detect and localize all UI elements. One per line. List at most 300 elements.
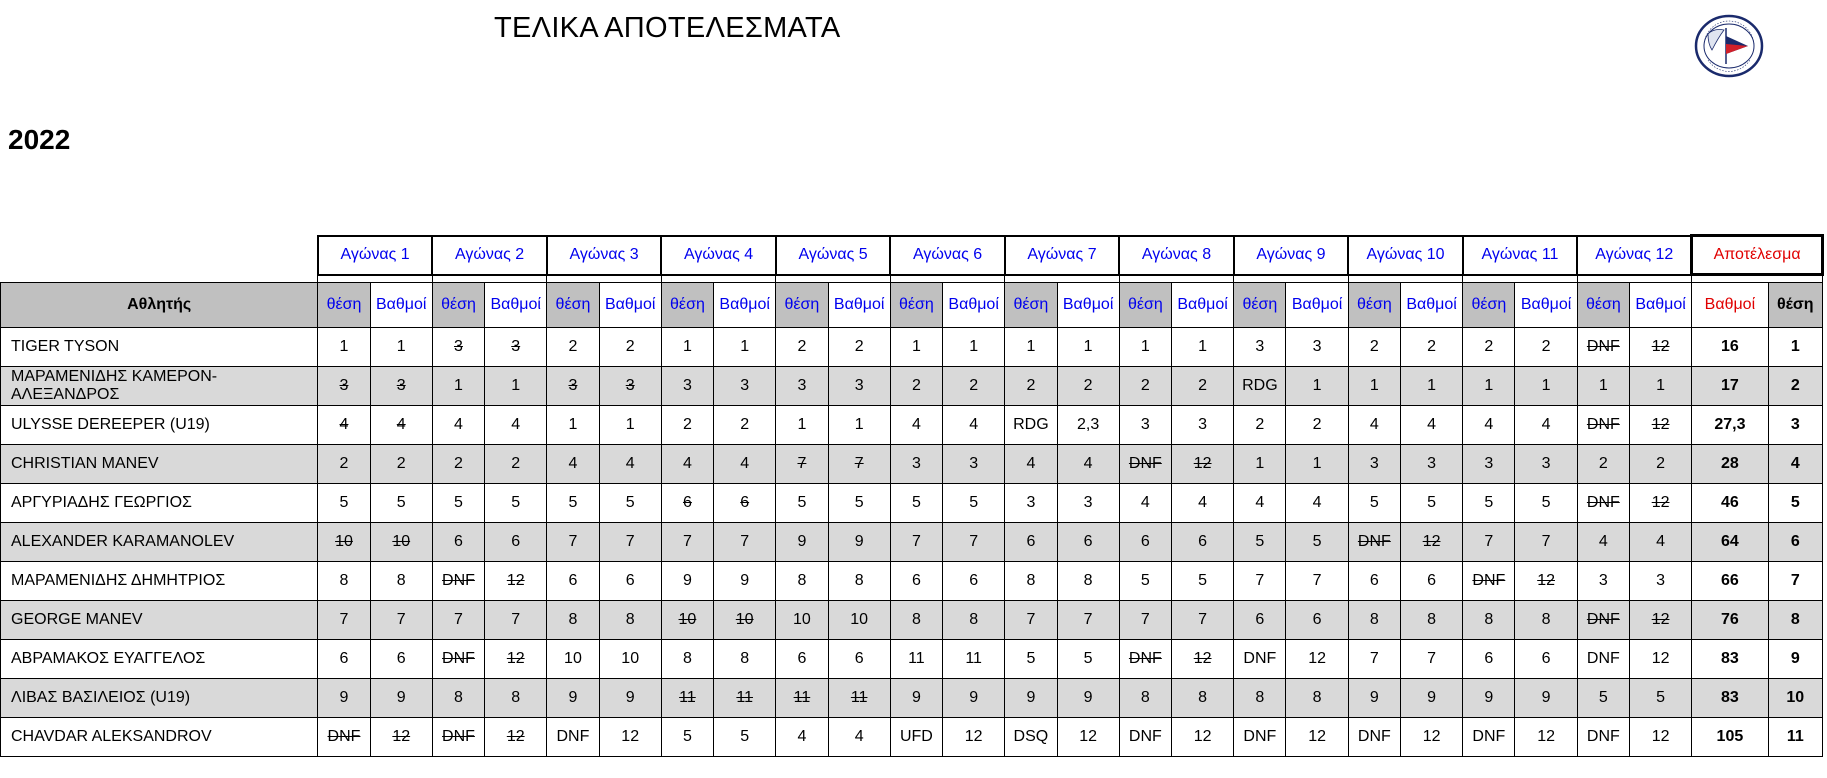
spacer-cell: [318, 275, 432, 283]
race-points: 3: [1400, 445, 1462, 484]
race-points: 7: [1400, 640, 1462, 679]
race-points: 12: [1400, 718, 1462, 757]
race-points: 5: [370, 484, 432, 523]
race-points: 2,3: [1057, 406, 1119, 445]
race-position: 9: [547, 679, 599, 718]
total-points: 16: [1692, 328, 1768, 367]
race-position: 3: [661, 367, 713, 406]
race-points: 12: [1629, 718, 1691, 757]
total-points: 17: [1692, 367, 1768, 406]
final-position: 3: [1768, 406, 1822, 445]
position-header: θέση: [661, 283, 713, 328]
race-position: 3: [1005, 484, 1057, 523]
total-points: 27,3: [1692, 406, 1768, 445]
race-position: 1: [318, 328, 370, 367]
race-points: 7: [1171, 601, 1233, 640]
race-position: 10: [547, 640, 599, 679]
race-points: 3: [943, 445, 1005, 484]
race-position: 6: [776, 640, 828, 679]
race-points: 8: [599, 601, 661, 640]
final-position: 9: [1768, 640, 1822, 679]
race-points: 12: [1515, 718, 1577, 757]
race-points: 3: [370, 367, 432, 406]
race-points: 4: [1286, 484, 1348, 523]
race-points: 3: [485, 328, 547, 367]
final-position: 6: [1768, 523, 1822, 562]
race-points: 6: [1515, 640, 1577, 679]
race-points: 2: [714, 406, 776, 445]
race-position: 4: [776, 718, 828, 757]
race-points: 2: [1057, 367, 1119, 406]
race-position: 2: [1119, 367, 1171, 406]
race-position: 4: [1463, 406, 1515, 445]
race-position: DNF: [1463, 718, 1515, 757]
race-points: 9: [943, 679, 1005, 718]
race-position: 6: [890, 562, 942, 601]
race-points: 10: [714, 601, 776, 640]
race-position: 1: [1577, 367, 1629, 406]
points-header: Βαθμοί: [599, 283, 661, 328]
race-points: 5: [1057, 640, 1119, 679]
table-row: [1, 406, 1823, 445]
race-points: 8: [1171, 679, 1233, 718]
race-points: 5: [1286, 523, 1348, 562]
race-points: 9: [370, 679, 432, 718]
points-header: Βαθμοί: [1171, 283, 1233, 328]
race-position: 6: [1348, 562, 1400, 601]
race-position: DNF: [1348, 718, 1400, 757]
total-points: 46: [1692, 484, 1768, 523]
race-points: 2: [828, 328, 890, 367]
race-position: 3: [432, 328, 484, 367]
race-header: Αγώνας 3: [547, 236, 661, 275]
race-header: Αγώνας 11: [1463, 236, 1578, 275]
total-points: 64: [1692, 523, 1768, 562]
race-points: 4: [370, 406, 432, 445]
race-position: 2: [776, 328, 828, 367]
race-position: 9: [318, 679, 370, 718]
final-position: 8: [1768, 601, 1822, 640]
race-points: 2: [599, 328, 661, 367]
race-position: 5: [1234, 523, 1286, 562]
race-position: 2: [661, 406, 713, 445]
athlete-name: ULYSSE DEREEPER (U19): [1, 406, 318, 445]
race-position: 5: [1348, 484, 1400, 523]
athlete-name: ΛΙΒΑΣ ΒΑΣΙΛΕΙΟΣ (U19): [1, 679, 318, 718]
race-position: 2: [1005, 367, 1057, 406]
race-points: 12: [1629, 640, 1691, 679]
race-points: 4: [1629, 523, 1691, 562]
race-position: 8: [1234, 679, 1286, 718]
race-points: 1: [370, 328, 432, 367]
race-points: 4: [714, 445, 776, 484]
race-points: 6: [1400, 562, 1462, 601]
race-points: 1: [1286, 445, 1348, 484]
race-points: 1: [1515, 367, 1577, 406]
position-header: θέση: [1234, 283, 1286, 328]
table-row: [1, 640, 1823, 679]
race-position: 3: [1348, 445, 1400, 484]
athlete-name: ΜΑΡΑΜΕΝΙΔΗΣ ΚΑΜΕΡΟΝ-ΑΛΕΞΑΝΔΡΟΣ: [1, 367, 318, 406]
race-position: 8: [547, 601, 599, 640]
table-row: [1, 367, 1823, 406]
race-points: 8: [828, 562, 890, 601]
race-points: 3: [1515, 445, 1577, 484]
race-position: DNF: [1577, 718, 1629, 757]
race-position: 7: [1005, 601, 1057, 640]
race-points: 3: [714, 367, 776, 406]
athlete-name: GEORGE MANEV: [1, 601, 318, 640]
race-header: Αγώνας 12: [1577, 236, 1692, 275]
race-points: 10: [828, 601, 890, 640]
table-row: [1, 445, 1823, 484]
points-header: Βαθμοί: [485, 283, 547, 328]
race-position: 1: [1234, 445, 1286, 484]
race-points: 3: [1057, 484, 1119, 523]
race-position: 9: [1463, 679, 1515, 718]
race-points: 6: [370, 640, 432, 679]
race-position: 1: [547, 406, 599, 445]
athlete-name: ΜΑΡΑΜΕΝΙΔΗΣ ΔΗΜΗΤΡΙΟΣ: [1, 562, 318, 601]
race-position: 7: [1234, 562, 1286, 601]
race-position: 9: [776, 523, 828, 562]
race-position: 1: [432, 367, 484, 406]
total-header: Αποτέλεσμα: [1692, 236, 1823, 275]
race-position: 1: [1463, 367, 1515, 406]
race-points: 2: [943, 367, 1005, 406]
race-position: 4: [318, 406, 370, 445]
race-position: DNF: [1348, 523, 1400, 562]
race-position: 8: [890, 601, 942, 640]
race-position: DNF: [547, 718, 599, 757]
position-header: θέση: [1577, 283, 1629, 328]
race-points: 6: [1171, 523, 1233, 562]
race-position: 7: [776, 445, 828, 484]
race-points: 6: [1057, 523, 1119, 562]
race-position: 8: [1005, 562, 1057, 601]
race-points: 8: [1057, 562, 1119, 601]
race-position: 2: [318, 445, 370, 484]
race-header: Αγώνας 5: [776, 236, 890, 275]
race-points: 7: [943, 523, 1005, 562]
race-points: 12: [485, 562, 547, 601]
race-points: 2: [1515, 328, 1577, 367]
race-position: 1: [1005, 328, 1057, 367]
points-header: Βαθμοί: [1515, 283, 1577, 328]
year-heading: 2022: [8, 124, 71, 155]
race-points: 10: [599, 640, 661, 679]
race-position: DNF: [1577, 601, 1629, 640]
race-points: 7: [485, 601, 547, 640]
race-position: 4: [1348, 406, 1400, 445]
spacer-cell: [1234, 275, 1348, 283]
position-header: θέση: [1463, 283, 1515, 328]
race-points: 9: [599, 679, 661, 718]
race-points: 5: [599, 484, 661, 523]
athlete-header: Αθλητής: [1, 283, 318, 328]
race-points: 11: [943, 640, 1005, 679]
race-position: RDG: [1234, 367, 1286, 406]
spacer-cell: [1, 275, 318, 283]
race-points: 11: [828, 679, 890, 718]
race-points: 9: [1400, 679, 1462, 718]
race-points: 6: [599, 562, 661, 601]
race-position: 5: [661, 718, 713, 757]
page-title: ΤΕΛΙΚΑ ΑΠΟΤΕΛΕΣΜΑΤΑ: [494, 12, 841, 44]
table-row: [1, 679, 1823, 718]
race-points: 12: [1400, 523, 1462, 562]
position-header: θέση: [318, 283, 370, 328]
race-points: 1: [714, 328, 776, 367]
race-points: 12: [1629, 601, 1691, 640]
race-points: 4: [599, 445, 661, 484]
race-position: 7: [1463, 523, 1515, 562]
race-points: 1: [1057, 328, 1119, 367]
total-points: 28: [1692, 445, 1768, 484]
spacer-row: [1, 275, 1823, 283]
race-position: 5: [1005, 640, 1057, 679]
race-position: 5: [1463, 484, 1515, 523]
blank-corner: [1, 236, 318, 275]
final-position-header: θέση: [1768, 283, 1822, 328]
race-position: 8: [432, 679, 484, 718]
race-position: DNF: [1577, 640, 1629, 679]
table-row: [1, 523, 1823, 562]
race-header: Αγώνας 1: [318, 236, 432, 275]
race-points: 9: [1515, 679, 1577, 718]
race-points: 9: [828, 523, 890, 562]
spacer-cell: [890, 275, 1004, 283]
race-points: 4: [485, 406, 547, 445]
points-header: Βαθμοί: [714, 283, 776, 328]
race-position: 7: [1119, 601, 1171, 640]
race-position: DSQ: [1005, 718, 1057, 757]
race-position: 10: [318, 523, 370, 562]
race-position: 6: [1005, 523, 1057, 562]
race-points: 8: [485, 679, 547, 718]
race-position: 7: [1348, 640, 1400, 679]
race-position: RDG: [1005, 406, 1057, 445]
race-position: 2: [1463, 328, 1515, 367]
race-position: 7: [432, 601, 484, 640]
race-points: 12: [1629, 328, 1691, 367]
spacer-cell: [1119, 275, 1233, 283]
race-points: 8: [1515, 601, 1577, 640]
race-points: 5: [1171, 562, 1233, 601]
race-points: 3: [828, 367, 890, 406]
race-position: DNF: [1119, 445, 1171, 484]
table-row: [1, 562, 1823, 601]
race-position: 3: [1463, 445, 1515, 484]
race-position: DNF: [1119, 718, 1171, 757]
race-points: 5: [485, 484, 547, 523]
race-position: 5: [1577, 679, 1629, 718]
race-position: 4: [1005, 445, 1057, 484]
race-points: 10: [370, 523, 432, 562]
points-header: Βαθμοί: [1400, 283, 1462, 328]
race-points: 7: [599, 523, 661, 562]
race-header: Αγώνας 9: [1234, 236, 1348, 275]
race-position: 3: [890, 445, 942, 484]
results-table: [0, 234, 1824, 757]
race-position: 2: [1234, 406, 1286, 445]
race-points: 2: [1171, 367, 1233, 406]
race-points: 12: [1171, 718, 1233, 757]
race-header: Αγώνας 2: [432, 236, 546, 275]
race-position: DNF: [432, 640, 484, 679]
race-points: 9: [1057, 679, 1119, 718]
athlete-name: CHRISTIAN MANEV: [1, 445, 318, 484]
race-header: Αγώνας 10: [1348, 236, 1463, 275]
total-points: 76: [1692, 601, 1768, 640]
final-position: 4: [1768, 445, 1822, 484]
race-points: 5: [1515, 484, 1577, 523]
spacer-cell: [661, 275, 775, 283]
race-points: 3: [599, 367, 661, 406]
race-position: 3: [1577, 562, 1629, 601]
position-header: θέση: [432, 283, 484, 328]
race-position: UFD: [890, 718, 942, 757]
race-points: 7: [1057, 601, 1119, 640]
race-position: 8: [318, 562, 370, 601]
table-row: [1, 601, 1823, 640]
race-position: 4: [890, 406, 942, 445]
race-position: 6: [547, 562, 599, 601]
points-header: Βαθμοί: [1057, 283, 1119, 328]
race-points: 12: [1629, 406, 1691, 445]
table-row: [1, 328, 1823, 367]
race-position: 2: [890, 367, 942, 406]
table-row: [1, 718, 1823, 757]
race-position: 4: [1577, 523, 1629, 562]
race-position: 6: [1119, 523, 1171, 562]
race-points: 7: [714, 523, 776, 562]
total-points: 105: [1692, 718, 1768, 757]
column-header-row: [1, 283, 1823, 328]
race-position: 8: [661, 640, 713, 679]
race-header: Αγώνας 8: [1119, 236, 1233, 275]
race-position: 1: [661, 328, 713, 367]
race-position: 1: [890, 328, 942, 367]
spacer-cell: [776, 275, 890, 283]
position-header: θέση: [1119, 283, 1171, 328]
race-position: 3: [547, 367, 599, 406]
race-points: 5: [714, 718, 776, 757]
race-position: DNF: [1234, 718, 1286, 757]
race-points: 8: [1286, 679, 1348, 718]
race-points: 1: [1171, 328, 1233, 367]
race-points: 2: [1286, 406, 1348, 445]
race-points: 12: [943, 718, 1005, 757]
race-position: DNF: [318, 718, 370, 757]
total-points: 66: [1692, 562, 1768, 601]
race-points: 2: [1629, 445, 1691, 484]
spacer-cell: [1463, 275, 1578, 283]
race-position: 8: [776, 562, 828, 601]
race-position: DNF: [432, 718, 484, 757]
race-position: 10: [661, 601, 713, 640]
race-position: 5: [776, 484, 828, 523]
race-position: 8: [1348, 601, 1400, 640]
race-points: 4: [1400, 406, 1462, 445]
race-position: 6: [432, 523, 484, 562]
race-points: 9: [714, 562, 776, 601]
race-position: 6: [661, 484, 713, 523]
race-position: DNF: [1577, 406, 1629, 445]
race-points: 2: [370, 445, 432, 484]
final-position: 10: [1768, 679, 1822, 718]
race-position: 11: [661, 679, 713, 718]
race-points: 1: [1400, 367, 1462, 406]
athlete-name: TIGER TYSON: [1, 328, 318, 367]
spacer-cell: [1692, 275, 1823, 283]
race-points: 6: [485, 523, 547, 562]
race-position: 8: [1463, 601, 1515, 640]
athlete-name: CHAVDAR ALEKSANDROV: [1, 718, 318, 757]
total-points: 83: [1692, 679, 1768, 718]
race-points: 12: [1515, 562, 1577, 601]
race-position: 5: [318, 484, 370, 523]
race-position: DNF: [1234, 640, 1286, 679]
race-position: 5: [547, 484, 599, 523]
race-position: 4: [1119, 484, 1171, 523]
race-position: 6: [1463, 640, 1515, 679]
race-position: DNF: [1577, 484, 1629, 523]
position-header: θέση: [547, 283, 599, 328]
final-position: 2: [1768, 367, 1822, 406]
race-points: 12: [1171, 640, 1233, 679]
race-position: 3: [1234, 328, 1286, 367]
race-position: 6: [1234, 601, 1286, 640]
club-logo: [1694, 14, 1764, 78]
race-points: 1: [828, 406, 890, 445]
points-header: Βαθμοί: [1629, 283, 1691, 328]
race-position: 2: [547, 328, 599, 367]
final-position: 11: [1768, 718, 1822, 757]
spacer-cell: [547, 275, 661, 283]
race-points: 12: [485, 718, 547, 757]
race-position: 9: [1005, 679, 1057, 718]
final-position: 5: [1768, 484, 1822, 523]
race-position: 5: [1119, 562, 1171, 601]
race-points: 12: [485, 640, 547, 679]
race-points: 5: [1629, 679, 1691, 718]
race-position: 5: [432, 484, 484, 523]
race-points: 2: [1400, 328, 1462, 367]
race-points: 7: [828, 445, 890, 484]
race-points: 4: [1171, 484, 1233, 523]
race-position: 4: [1234, 484, 1286, 523]
race-points: 4: [828, 718, 890, 757]
race-points: 3: [1286, 328, 1348, 367]
race-points: 3: [1629, 562, 1691, 601]
race-position: 8: [1119, 679, 1171, 718]
race-points: 1: [1629, 367, 1691, 406]
race-points: 2: [485, 445, 547, 484]
race-points: 8: [1400, 601, 1462, 640]
race-position: 2: [1348, 328, 1400, 367]
race-position: 2: [1577, 445, 1629, 484]
race-position: 11: [890, 640, 942, 679]
race-position: 7: [318, 601, 370, 640]
race-points: 4: [1057, 445, 1119, 484]
race-points: 1: [943, 328, 1005, 367]
spacer-cell: [1577, 275, 1692, 283]
race-points: 6: [714, 484, 776, 523]
race-points: 1: [485, 367, 547, 406]
race-position: 10: [776, 601, 828, 640]
race-position: 2: [432, 445, 484, 484]
